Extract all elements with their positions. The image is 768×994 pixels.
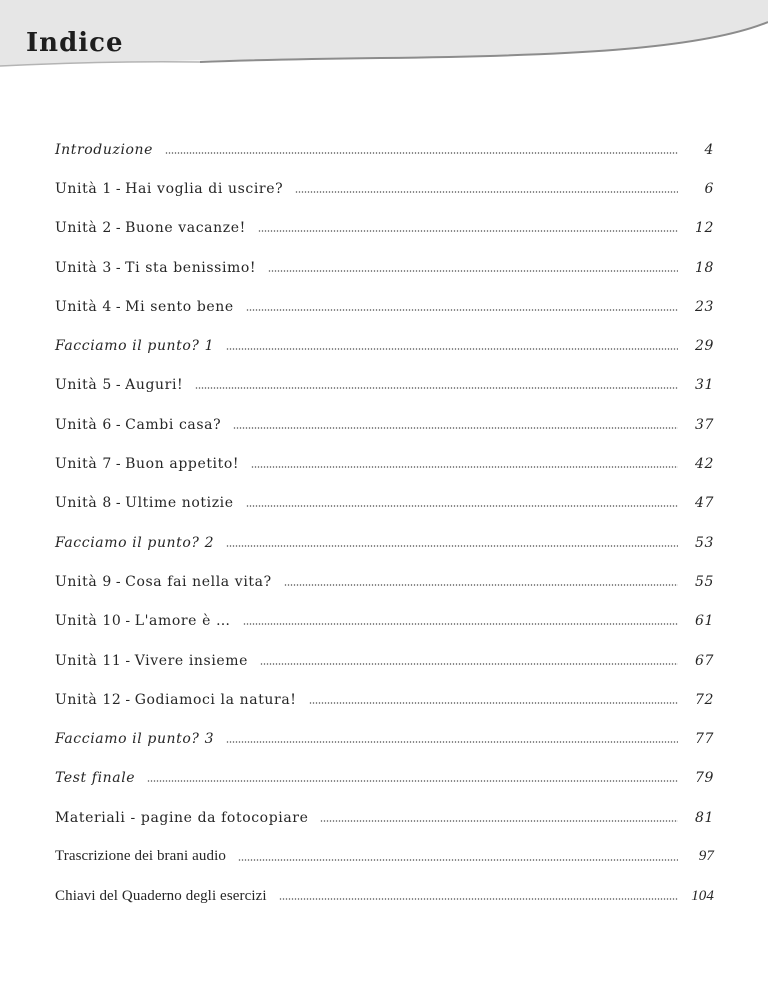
toc-entry bbox=[55, 484, 714, 523]
toc-unit-number: Unità 5 bbox=[55, 377, 112, 394]
toc-entry bbox=[55, 877, 714, 916]
toc-page-number: 6 bbox=[704, 180, 714, 197]
dot-leader bbox=[251, 466, 678, 468]
dot-leader bbox=[195, 387, 678, 389]
toc-entry-title: Cambi casa? bbox=[125, 416, 222, 433]
toc-entry-title: Mi sento bene bbox=[125, 298, 234, 315]
toc-entry-label bbox=[55, 456, 239, 472]
toc-entry-title: Materiali - pagine da fotocopiare bbox=[55, 809, 309, 826]
toc-unit-number: Unità 4 bbox=[55, 298, 112, 315]
toc-page-number: 53 bbox=[694, 534, 714, 551]
toc-page-number: 79 bbox=[694, 770, 714, 787]
toc-entry-label bbox=[55, 495, 234, 511]
toc-separator: - bbox=[115, 573, 122, 590]
toc-entry-title: Facciamo il punto? 2 bbox=[55, 534, 215, 551]
toc-entry-label bbox=[55, 731, 214, 747]
toc-unit-number: Unità 12 bbox=[55, 691, 122, 708]
toc-separator: - bbox=[115, 456, 122, 473]
toc-entry bbox=[55, 759, 714, 798]
toc-entry bbox=[55, 248, 714, 287]
dot-leader bbox=[246, 309, 678, 311]
toc-separator: - bbox=[125, 691, 131, 708]
toc-entry bbox=[55, 209, 714, 248]
toc-entry-title: Vivere insieme bbox=[134, 652, 249, 669]
toc-entry bbox=[55, 444, 714, 483]
dot-leader bbox=[258, 230, 678, 232]
toc-entry bbox=[55, 837, 714, 876]
dot-leader bbox=[295, 191, 678, 193]
toc-separator: - bbox=[125, 652, 131, 669]
toc-unit-number: Unità 8 bbox=[55, 495, 112, 512]
toc-entry-title: Buone vacanze! bbox=[125, 220, 246, 237]
toc-entry-label bbox=[55, 377, 183, 393]
dot-leader bbox=[320, 820, 678, 822]
toc-page-number: 104 bbox=[691, 887, 714, 904]
toc-separator: - bbox=[115, 259, 122, 276]
toc-entry bbox=[55, 169, 714, 208]
dot-leader bbox=[147, 780, 678, 782]
toc-entry-title: Test finale bbox=[55, 770, 136, 787]
dot-leader bbox=[226, 741, 678, 743]
toc-entry-label bbox=[55, 535, 214, 551]
toc-separator: - bbox=[115, 298, 122, 315]
toc-entry bbox=[55, 130, 714, 169]
toc-page-number: 37 bbox=[694, 416, 714, 433]
dot-leader bbox=[268, 270, 678, 272]
toc-entry-title: Facciamo il punto? 3 bbox=[55, 731, 215, 748]
toc-page-number: 81 bbox=[694, 809, 714, 826]
toc-entry-title: L'amore è … bbox=[134, 613, 231, 630]
toc-page-number: 47 bbox=[694, 495, 714, 512]
toc-entry bbox=[55, 523, 714, 562]
toc-entry-title: Godiamoci la natura! bbox=[134, 691, 297, 708]
toc-entry-label bbox=[55, 299, 234, 315]
toc-entry bbox=[55, 562, 714, 601]
toc-separator: - bbox=[115, 220, 122, 237]
toc-entry bbox=[55, 680, 714, 719]
toc-separator: - bbox=[115, 180, 122, 197]
toc-unit-number: Unità 3 bbox=[55, 259, 112, 276]
toc-entry-label bbox=[55, 613, 231, 629]
toc-page-number: 61 bbox=[694, 613, 714, 630]
toc-unit-number: Unità 9 bbox=[55, 573, 112, 590]
dot-leader bbox=[226, 348, 678, 350]
toc-page-number: 4 bbox=[704, 141, 714, 158]
toc-entry-label bbox=[55, 888, 267, 905]
toc-separator: - bbox=[115, 495, 122, 512]
toc-entry-title: Ti sta benissimo! bbox=[125, 259, 257, 276]
toc-entry-title: Buon appetito! bbox=[125, 456, 240, 473]
toc-page-number: 42 bbox=[694, 456, 714, 473]
toc-entry-label bbox=[55, 142, 153, 158]
toc-entry-label bbox=[55, 260, 256, 276]
dot-leader bbox=[165, 152, 678, 154]
toc-entry-title: Ultime notizie bbox=[125, 495, 234, 512]
toc-entry-title: Trascrizione dei brani audio bbox=[55, 848, 226, 865]
page-header bbox=[0, 0, 768, 130]
toc-unit-number: Unità 11 bbox=[55, 652, 122, 669]
toc-page-number: 23 bbox=[694, 298, 714, 315]
toc-entry-label bbox=[55, 181, 283, 197]
toc-entry bbox=[55, 366, 714, 405]
toc-entry-label bbox=[55, 770, 135, 786]
toc-entry-title: Hai voglia di uscire? bbox=[125, 180, 284, 197]
table-of-contents bbox=[55, 130, 714, 916]
toc-entry bbox=[55, 641, 714, 680]
toc-entry bbox=[55, 798, 714, 837]
toc-separator: - bbox=[115, 416, 122, 433]
toc-entry-title: Facciamo il punto? 1 bbox=[55, 338, 215, 355]
toc-entry-label bbox=[55, 338, 214, 354]
toc-entry bbox=[55, 326, 714, 365]
toc-entry bbox=[55, 602, 714, 641]
toc-page-number: 12 bbox=[694, 220, 714, 237]
toc-page-number: 55 bbox=[694, 573, 714, 590]
header-band-graphic bbox=[0, 0, 768, 130]
dot-leader bbox=[226, 545, 678, 547]
dot-leader bbox=[238, 859, 678, 861]
toc-entry bbox=[55, 287, 714, 326]
toc-entry-label bbox=[55, 417, 221, 433]
toc-unit-number: Unità 6 bbox=[55, 416, 112, 433]
toc-entry-title: Introduzione bbox=[55, 141, 154, 158]
toc-entry-label bbox=[55, 848, 226, 865]
dot-leader bbox=[243, 623, 678, 625]
toc-entry-label bbox=[55, 574, 272, 590]
dot-leader bbox=[284, 584, 678, 586]
toc-unit-number: Unità 10 bbox=[55, 613, 122, 630]
toc-entry-title: Chiavi del Quaderno degli esercizi bbox=[55, 887, 267, 904]
toc-entry-label bbox=[55, 653, 248, 669]
toc-page-number: 72 bbox=[694, 691, 714, 708]
toc-unit-number: Unità 2 bbox=[55, 220, 112, 237]
toc-page-number: 67 bbox=[694, 652, 714, 669]
dot-leader bbox=[246, 505, 678, 507]
toc-entry-label bbox=[55, 692, 297, 708]
dot-leader bbox=[309, 702, 678, 704]
toc-page-number: 29 bbox=[694, 338, 714, 355]
toc-page-number: 31 bbox=[694, 377, 714, 394]
toc-entry bbox=[55, 405, 714, 444]
toc-page-number: 97 bbox=[698, 848, 714, 865]
toc-page-number: 18 bbox=[694, 259, 714, 276]
dot-leader bbox=[260, 663, 678, 665]
toc-unit-number: Unità 1 bbox=[55, 180, 112, 197]
toc-unit-number: Unità 7 bbox=[55, 456, 112, 473]
toc-page-number: 77 bbox=[694, 731, 714, 748]
dot-leader bbox=[279, 898, 678, 900]
toc-entry-title: Auguri! bbox=[125, 377, 184, 394]
toc-entry-label bbox=[55, 220, 246, 236]
page-title: Indice bbox=[26, 28, 124, 58]
toc-separator: - bbox=[125, 613, 131, 630]
toc-entry-title: Cosa fai nella vita? bbox=[125, 573, 272, 590]
toc-entry bbox=[55, 719, 714, 758]
toc-separator: - bbox=[115, 377, 122, 394]
dot-leader bbox=[233, 427, 678, 429]
toc-entry-label bbox=[55, 810, 308, 826]
